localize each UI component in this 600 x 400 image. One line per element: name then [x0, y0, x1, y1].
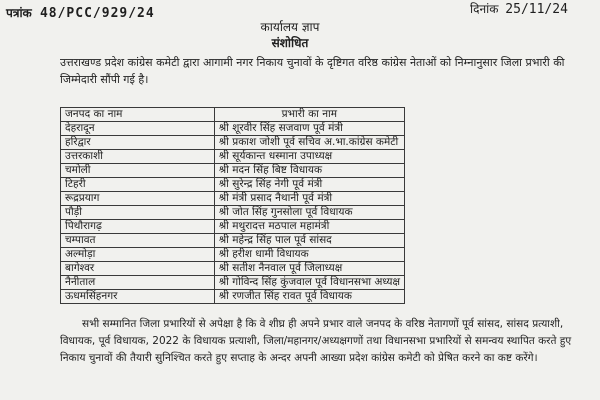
incharge-cell: श्री मथुरादत्त मठपाल महामंत्री: [214, 220, 404, 234]
incharge-cell: श्री सूर्यकान्त धस्माना उपाध्यक्ष: [214, 150, 404, 164]
district-cell: टिहरी: [61, 178, 215, 192]
date-field: [470, 0, 568, 17]
table-row: [61, 122, 405, 136]
district-cell: रूद्रप्रयाग: [61, 192, 215, 206]
district-cell: पिथौरागढ़: [61, 220, 215, 234]
district-cell: चम्पावत: [61, 234, 215, 248]
district-cell: देहरादून: [61, 122, 215, 136]
table-row: [61, 234, 405, 248]
table-row: [61, 248, 405, 262]
document-title: कार्यालय ज्ञाप: [260, 20, 320, 34]
footer-text: सभी सम्मानित जिला प्रभारियों से अपेक्षा है कि वे शीघ्र ही अपने प्रभार वाले जनपद के वरिष्ठ नेतागणों पूर्व सांसद, सांसद प्रत्याशी, विधायक, पूर्व विधायक, 2022 के विधायक प्रत्याशी, जिला/महानगर/अध्यक्षगणों तथा विधानसभा प्रभारियों से समन्वय स्थापित करते हुए निकाय चुनावों की तैयारी सुनिश्चित करते हुए सप्ताह के अन्दर अपनी आख्या प्रदेश कांग्रेस कमेटी को प्रेषित करने का कष्ट करेंगे।: [60, 318, 572, 364]
district-cell: अल्मोड़ा: [61, 248, 215, 262]
document-subtitle: संशोधित: [271, 36, 309, 50]
dinank-label: दिनांक: [470, 2, 499, 16]
incharge-cell: श्री गोविन्द सिंह कुंजवाल पूर्व विधानसभा अध्यक्ष: [214, 276, 404, 290]
table-row: [61, 164, 405, 178]
footer-paragraph: [60, 316, 590, 367]
incharge-cell: श्री सुरेन्द्र सिंह नेगी पूर्व मंत्री: [214, 178, 404, 192]
district-cell: हरिद्वार: [61, 136, 215, 150]
incharge-cell: श्री मंत्री प्रसाद नैथानी पूर्व मंत्री: [214, 192, 404, 206]
incharge-cell: श्री शूरवीर सिंह सजवाण पूर्व मंत्री: [214, 122, 404, 136]
table-row: [61, 206, 405, 220]
incharge-cell: श्री सतीश नैनवाल पूर्व जिलाध्यक्ष: [214, 262, 404, 276]
intro-paragraph: उत्तराखण्ड प्रदेश कांग्रेस कमेटी द्वारा आगामी नगर निकाय चुनावों के दृष्टिगत वरिष्ठ कांग्रेस नेताओं को निम्नानुसार जिला प्रभारी की जिम्मेदारी सौंपी गई है।: [60, 56, 565, 86]
patrank-label: पत्रांक: [6, 6, 32, 20]
table-row: [61, 276, 405, 290]
incharge-cell: श्री रणजीत सिंह रावत पूर्व विधायक: [214, 290, 404, 304]
district-incharge-table: [60, 107, 405, 304]
column-header-incharge: प्रभारी का नाम: [214, 108, 404, 122]
column-header-district: जनपद का नाम: [61, 108, 215, 122]
table-row: [61, 150, 405, 164]
table-row: [61, 220, 405, 234]
district-cell: उत्तरकाशी: [61, 150, 215, 164]
patrank-value: 48/PCC/929/24: [39, 6, 155, 21]
table-row: [61, 192, 405, 206]
district-cell: चमोली: [61, 164, 215, 178]
district-cell: ऊधमसिंहनगर: [61, 290, 215, 304]
table-row: [61, 290, 405, 304]
district-cell: बागेश्वर: [61, 262, 215, 276]
incharge-cell: श्री हरीश धामी विधायक: [214, 248, 404, 262]
table-row: [61, 262, 405, 276]
table-row: [61, 136, 405, 150]
incharge-cell: श्री जोत सिंह गुनसोला पूर्व विधायक: [214, 206, 404, 220]
incharge-cell: श्री महेन्द्र सिंह पाल पूर्व सांसद: [214, 234, 404, 248]
district-cell: पौड़ी: [61, 206, 215, 220]
table-row: [61, 178, 405, 192]
dinank-value: 25/11/24: [505, 2, 568, 17]
table-header-row: [61, 108, 405, 122]
incharge-cell: श्री प्रकाश जोशी पूर्व सचिव अ.भा.कांग्रेस कमेटी: [214, 136, 404, 150]
incharge-cell: श्री मदन सिंह बिष्ट विधायक: [214, 164, 404, 178]
district-cell: नैनीताल: [61, 276, 215, 290]
